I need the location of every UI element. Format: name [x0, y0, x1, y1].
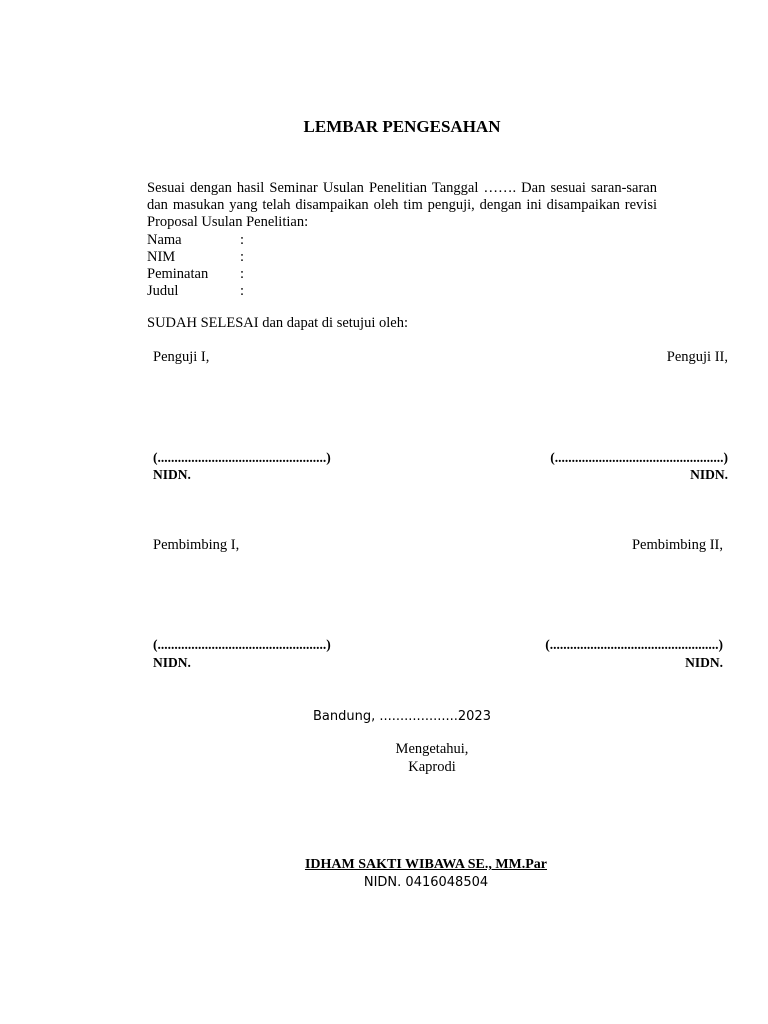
penguji-2-signature-line: (..................................................) [550, 450, 728, 465]
field-label: Peminatan [147, 266, 209, 282]
approval-statement: SUDAH SELESAI dan dapat di setujui oleh: [147, 315, 408, 331]
field-nim [147, 249, 244, 266]
field-label: Nama [147, 232, 182, 248]
intro-paragraph: Sesuai dengan hasil Seminar Usulan Penelitian Tanggal ……. Dan sesuai saran-saran dan masukan yang telah disampaikan oleh tim penguji, dengan ini disampaikan revisi Proposal Usulan Penelitian: [147, 180, 657, 230]
kaprodi-nidn: NIDN. 0416048504 [363, 875, 489, 890]
penguji-2-label: Penguji II, [666, 349, 728, 365]
field-nama [147, 232, 244, 249]
pembimbing-2-label: Pembimbing II, [631, 537, 723, 553]
field-judul [147, 283, 244, 300]
pembimbing-2-signature-line: (..................................................) [545, 637, 723, 652]
city-date: Bandung, ...................2023 [313, 709, 491, 724]
penguji-1-signature-line: (..................................................) [153, 450, 331, 465]
kaprodi-name: IDHAM SAKTI WIBAWA SE., MM.Par [304, 857, 548, 872]
pembimbing-2-nidn: NIDN. [685, 655, 723, 670]
field-label: NIM [147, 249, 176, 265]
pembimbing-1-signature-line: (..................................................) [153, 637, 331, 652]
kaprodi-label: Kaprodi [408, 759, 456, 775]
mengetahui-label: Mengetahui, [395, 741, 469, 757]
penguji-1-nidn: NIDN. [153, 467, 191, 482]
penguji-2-nidn: NIDN. [690, 467, 728, 482]
penguji-1-label: Penguji I, [153, 349, 210, 365]
field-colon: : [240, 283, 245, 299]
field-colon: : [240, 232, 245, 248]
field-label: Judul [147, 283, 179, 299]
document-title: LEMBAR PENGESAHAN [303, 117, 501, 136]
pembimbing-1-nidn: NIDN. [153, 655, 191, 670]
field-peminatan [147, 266, 244, 283]
pembimbing-1-label: Pembimbing I, [153, 537, 240, 553]
field-colon: : [240, 249, 245, 265]
field-colon: : [240, 266, 245, 282]
